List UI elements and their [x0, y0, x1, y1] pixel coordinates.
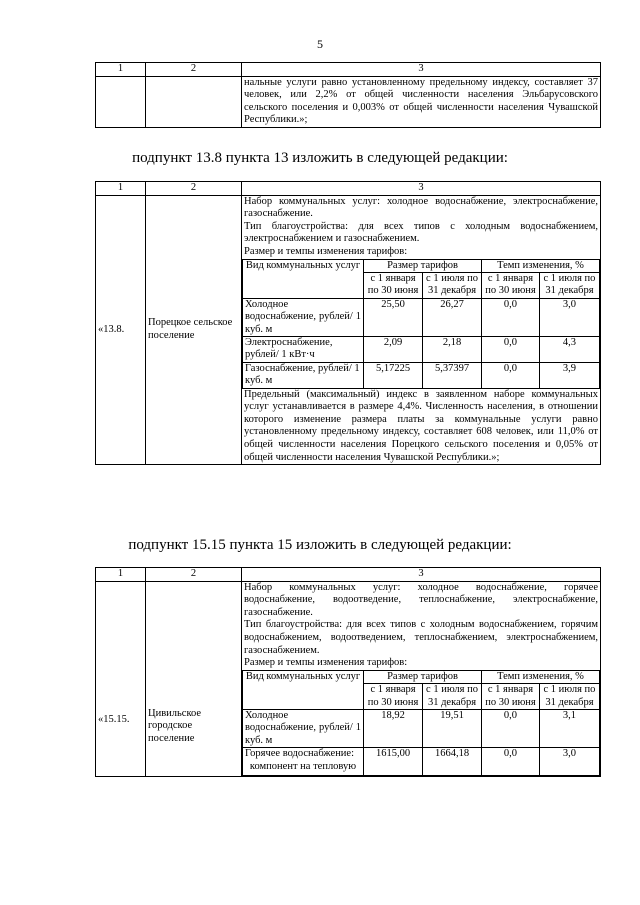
limit-index-text: Предельный (максимальный) индекс в заявленном наборе коммунальных услуг устанавливается в размере 4,4%. Численность населения, в отношении которого изменение размера платы за коммунальные услуги равно установленному предельному индексу, составляет 608 человек, или 11,0% от общей численности населения Порецкого сельского поселения и 0,05% от общей численности населения Чувашской Республики.»;	[244, 388, 598, 463]
service-name: Холодное водоснабжение, рублей/ 1 куб. м	[243, 298, 364, 336]
heading-subitem-15-15: подпункт 15.15 пункта 15 изложить в следующей редакции:	[128, 537, 512, 553]
rate-jul: 3,9	[539, 362, 599, 388]
improvement-type: Тип благоустройства: для всех типов с холодным водоснабжением, горячим водоснабжением, водоотведением, теплоснабжением, электроснабжением, газоснабжением.	[244, 619, 598, 656]
th-jul: с 1 июля по 31 декабря	[539, 684, 599, 710]
service-name: Горячее водоснабжение:	[245, 748, 355, 760]
header-col-1: 1	[96, 182, 146, 196]
tariff-jul: 1664,18	[423, 748, 482, 775]
service-name: Газоснабжение, рублей/ 1 куб. м	[243, 362, 364, 388]
rate-jul: 4,3	[539, 337, 599, 363]
tariff-table	[242, 259, 600, 389]
rate-jan: 0,0	[482, 298, 540, 336]
tariff-jan: 25,50	[364, 298, 423, 336]
header-col-3: 3	[242, 182, 601, 196]
th-service-kind: Вид коммунальных услуг	[243, 670, 364, 709]
th-tariff-size: Размер тарифов	[364, 259, 482, 272]
th-change-rate: Темп изменения, %	[482, 259, 600, 272]
header-col-2: 2	[146, 182, 242, 196]
rate-jan: 0,0	[482, 362, 540, 388]
rate-jul: 3,0	[539, 298, 599, 336]
tariff-jan: 18,92	[364, 709, 423, 747]
table-13-8	[95, 181, 601, 465]
tariff-jul: 19,51	[423, 709, 482, 747]
improvement-type: Тип благоустройства: для всех типов с холодным водоснабжением, электроснабжением и газоснабжением.	[244, 220, 598, 245]
table-row	[243, 298, 600, 336]
header-col-1: 1	[96, 568, 146, 582]
sizes-label: Размер и темпы изменения тарифов:	[244, 245, 408, 257]
th-jan: с 1 января по 30 июня	[482, 684, 540, 710]
table-row	[243, 362, 600, 388]
continuation-table	[95, 62, 601, 128]
sizes-label: Размер и темпы изменения тарифов:	[244, 657, 408, 669]
item-number: «13.8.	[96, 195, 146, 465]
tariff-table	[242, 670, 600, 776]
tariff-jul: 5,37397	[423, 362, 482, 388]
page-number: 5	[317, 37, 323, 51]
header-col-1: 1	[96, 63, 146, 77]
tariff-jan: 1615,00	[364, 748, 423, 775]
th-jul: с 1 июля по 31 декабря	[539, 272, 599, 298]
th-tariff-size: Размер тарифов	[364, 670, 482, 683]
table-row	[243, 709, 600, 747]
table-row	[243, 337, 600, 363]
continuation-text: нальные услуги равно установленному предельному индексу, составляет 37 человек, или 2,2% от общей численности населения Эльбарусовского сельского поселения и 0,003% от общей численности населения Чувашской Республики.»;	[242, 76, 601, 127]
th-jul: с 1 июля по 31 декабря	[423, 684, 482, 710]
service-name: Электроснабжение, рублей/ 1 кВт·ч	[243, 337, 364, 363]
header-col-2: 2	[146, 63, 242, 77]
th-change-rate: Темп изменения, %	[482, 670, 600, 683]
settlement-name: Порецкое сельское поселение	[146, 195, 242, 465]
service-name: Холодное водоснабжение, рублей/ 1 куб. м	[243, 709, 364, 747]
tariff-jan: 2,09	[364, 337, 423, 363]
services-set: Набор коммунальных услуг: холодное водоснабжение, электроснабжение, газоснабжение.	[244, 195, 598, 220]
services-set: Набор коммунальных услуг: холодное водоснабжение, горячее водоснабжение, водоотведение, теплоснабжение, электроснабжение, газоснабжение.	[244, 581, 598, 618]
tariff-jan: 5,17225	[364, 362, 423, 388]
rate-jul: 3,1	[539, 709, 599, 747]
th-jan: с 1 января по 30 июня	[364, 272, 423, 298]
rate-jul: 3,0	[539, 748, 599, 775]
th-jan: с 1 января по 30 июня	[482, 272, 540, 298]
table-15-15	[95, 567, 601, 777]
heading-subitem-13-8: подпункт 13.8 пункта 13 изложить в следующей редакции:	[132, 150, 508, 166]
th-jan: с 1 января по 30 июня	[364, 684, 423, 710]
header-col-2: 2	[146, 568, 242, 582]
header-col-3: 3	[242, 568, 601, 582]
table-row	[243, 748, 600, 775]
settlement-name: Цивильское городское поселение	[146, 581, 242, 776]
rate-jan: 0,0	[482, 748, 540, 775]
rate-jan: 0,0	[482, 709, 540, 747]
tariff-jul: 26,27	[423, 298, 482, 336]
service-subcomponent: компонент на тепловую	[249, 760, 357, 772]
th-service-kind: Вид коммунальных услуг	[243, 259, 364, 298]
th-jul: с 1 июля по 31 декабря	[423, 272, 482, 298]
header-col-3: 3	[242, 63, 601, 77]
tariff-jul: 2,18	[423, 337, 482, 363]
rate-jan: 0,0	[482, 337, 540, 363]
item-number: «15.15.	[96, 581, 146, 776]
